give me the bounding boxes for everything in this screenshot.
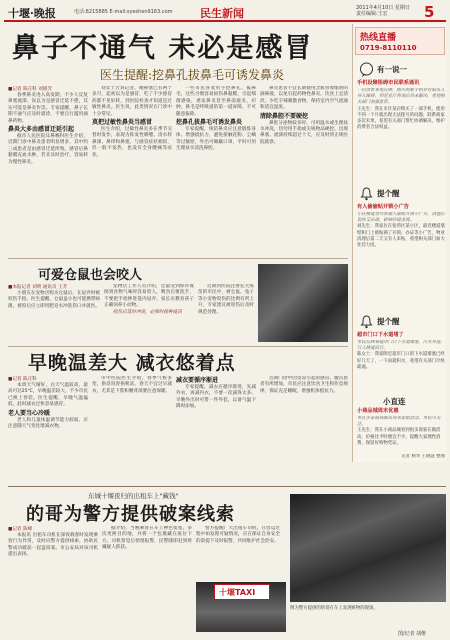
story3-column-1 [8, 376, 88, 482]
story4-paragraph: 警方提醒广大出租车司机，在营运过程中如发现可疑情况，应在保证自身安全的前提下及时报警，共同维护社会治安。 [196, 526, 280, 544]
story2-paragraph: 近期到医院注射狂犬疫苗的市民中，被仓鼠、兔子等小宠物咬伤的比例有所上升，专家建议被咬伤后及时规范处理。 [198, 284, 254, 315]
story3-headline: 早晚温差大 减衣悠着点 [28, 352, 236, 374]
story2-headline: 可爱仓鼠也会咬人 [38, 268, 143, 283]
page-header [4, 2, 446, 22]
sidebar-item-headline: 手机设障阻碍市民联系通讯 [357, 80, 420, 86]
lead-subhead: 医生提醒:挖鼻孔拔鼻毛可诱发鼻炎 [100, 68, 285, 82]
lead-byline: ■记者 陈庄科 刘银芳 [8, 87, 53, 92]
page-number: 5 [424, 3, 435, 21]
story4-kicker: 东城十堰夜归的出租车上"藏钱" [88, 492, 179, 500]
police-scene-photo [290, 494, 446, 602]
story2-note: 咬伤后及时冲洗，必要时接种疫苗 [113, 309, 182, 315]
speech-bubble-icon [359, 62, 374, 77]
lead-paragraph: 据市人民医院耳鼻喉科医生介绍，近期门诊中鼻炎患者明显增多，其中约三成患者是由感冒迁延所致。感冒后鼻黏膜充血水肿，若未及时治疗，容易转为慢性鼻炎。 [8, 134, 88, 165]
sidebar-item-text: 王先生：我在市区某店购买了一部手机，使用不到一个月就出现无法拨号的问题，联系商家多次未果，希望有关部门帮忙协调解决，维护消费者合法权益。 [357, 106, 445, 131]
story3-paragraph: 近期门诊中因受凉引起的感冒、腹泻患者有所增加，市民应注意饮食卫生和作息规律，保证充足睡眠，增强机体抵抗力。 [260, 376, 348, 394]
story4-byline: ■记者 陈峰 [8, 527, 33, 532]
sidebar-item-headline: 小商品城周末优惠 [357, 408, 399, 414]
story3-column-2 [92, 376, 172, 482]
lead-paragraph: 鼻炎患者不宜长期使用含血管收缩剂的滴鼻液，以免引起药物性鼻炎。饮食上宜清淡，少吃辛辣刺激食物，保持室内空气流通和适宜湿度。 [260, 86, 348, 111]
newspaper-page [4, 2, 446, 638]
lead-column-2 [92, 86, 172, 252]
sidebar-item-text: 王先生：我在小商品城看到很多商家在做活动，价格比平时便宜不少，提醒大家理性消费，保留好购物凭证。 [357, 428, 441, 446]
lead-paragraph: 刘女士告诉记者，她鼻塞已有两个多月，起初以为是感冒，吃了不少感冒药都不见好转，到医院检查才知道是过敏性鼻炎。医生说，此类情况在门诊中十分常见。 [92, 86, 172, 117]
sidebar-item-text: 刘先生：我家住在张湾区某小区，最近楼道墙壁和门上被贴满了开锁、办证等小广告，物业清理后第二天又有人来贴，希望相关部门加大处罚力度。 [357, 224, 445, 249]
story3-paragraph: 市中医院医生介绍，春季气候多变，俗话说春捂秋冻，春天不宜过早减衣，尤其是下肢和腰背部要注意保暖。 [92, 376, 172, 394]
sidebar-tag: 提个醒 [377, 317, 400, 326]
sidebar-item-body [357, 416, 445, 452]
sidebar-item-quote: 一位读者来电反映，购买的新手机存在联系人导入障碍，到营业厅咨询后仍未解决，希望相关部门加强监管。 [357, 88, 445, 106]
sidebar-footer: 记者 杨华 王晓慧 整理 [401, 454, 445, 459]
lead-paragraph: 春季鼻炎进入高发期，不少人反复鼻塞流涕，误以为是感冒迁延不愈，其实可能是鼻炎作祟。专家提醒，鼻子长期不通气应及时就诊，不要自行滥用滴鼻药物。 [8, 93, 88, 124]
lead-paragraph: 鼻腔分泌物较多时，可用温水或生理盐水冲洗，切勿用手指或尖锐物品硬挖。出现鼻塞、流涕持续超过十天，应及时到正规医院就诊。 [260, 120, 348, 145]
lead-column-4 [260, 86, 348, 252]
lead-headline: 鼻子不通气 未必是感冒 [12, 33, 314, 64]
divider [8, 346, 348, 347]
section-title: 民生新闻 [200, 7, 244, 20]
sidebar-tag: 小直连 [383, 397, 406, 406]
sidebar-tag: 提个醒 [377, 189, 400, 198]
story4-paragraph: 本报讯 出租车司机在深夜载客时发现乘客行为异常，及时向警方提供线索，协助民警成功破获一起盗窃案。市公安局对该司机提出表扬。 [8, 533, 98, 558]
sidebar-item-body [357, 340, 445, 392]
story3-paragraph: 本周天气晴好，白天气温较高，最高可达25℃，早晚温差较大，不少市民已换上春装。医生提醒，早晚气温偏低，此时减衣过快容易感冒。 [8, 383, 88, 408]
hotline-sidebar [352, 24, 446, 462]
hotline-phone: 0719-8110110 [360, 44, 417, 52]
contact-info: 电话:8215885 E-mail:syeshen9163.com [74, 9, 173, 15]
lead-paragraph: 医生介绍，过敏性鼻炎多在季节交替时发作，表现为阵发性喷嚏、清水样鼻涕、鼻痒和鼻塞，与感冒症状相似，但一般不发热，也没有全身酸痛等症状。 [92, 127, 172, 158]
sidebar-item-body [357, 88, 445, 186]
story3-paragraph: 专家提醒，减衣应循序渐进，先减外衣，再减内衣，不要一次减得太多。早晚外出时可带一件外套，以备气温下降时添加。 [176, 385, 256, 410]
lead-subheading: 鼻炎大多由感冒迁延引起 [8, 126, 75, 134]
sidebar-item-headline: 超市门口下水道堵了 [357, 332, 404, 338]
story3-column-4 [260, 376, 348, 482]
divider [8, 258, 348, 259]
sidebar-item-headline: 有人偷偷贴开锁小广告 [357, 204, 409, 210]
story3-column-3 [176, 376, 256, 482]
date-line: 2011年4月10日 星期日 [356, 5, 410, 11]
lead-column-1 [8, 86, 88, 252]
lead-subheading: 莫把过敏性鼻炎当感冒 [92, 119, 153, 127]
lead-paragraph: 专家提醒，预防鼻炎应注意锻炼身体、增强抵抗力，避免接触花粉、尘螨等过敏原，外出可佩戴口罩，平时可用生理盐水清洗鼻腔。 [176, 127, 256, 152]
story4-column-3 [196, 526, 280, 582]
editor-line: 责任编辑:王宏 [356, 11, 388, 17]
masthead-brand: 十堰·晚报 [8, 7, 56, 20]
story3-byline: ■记者 陈庄科 [8, 377, 37, 382]
photo-caption [290, 606, 446, 632]
lead-paragraph: 一些市民喜欢用手挖鼻孔、拔鼻毛，这些习惯容易损伤鼻黏膜，引起细菌感染，诱发鼻炎甚至鼻前庭炎、疖肿。鼻毛是呼吸道的第一道屏障，不可随意拔除。 [176, 86, 256, 117]
photo-credit: 图/记者 胡维 [398, 631, 427, 637]
story2-paragraph: 宠物店工作人员介绍，仓鼠受到惊吓或闻到食物气味时容易咬人，喂食后要洗手，不要把手指伸进笼内逗弄。家长应教育孩子正确饲养小动物。 [104, 284, 194, 309]
sidebar-item-quote: 市民反映某超市门口下水道堵塞，污水外溢，行人绕道而行。 [357, 340, 445, 352]
sidebar-item-body [357, 212, 445, 312]
story2-column-2 [104, 284, 194, 344]
story2-byline: ■本报记者 刘明 通讯员 王芳 [8, 285, 68, 290]
story4-paragraph: 据介绍，当晚乘客在车上神色慌张，多次更换目的地，并将一个包裹藏在座位下方。司机察觉后悄悄报警，民警随即赶到将嫌疑人抓获。 [102, 526, 192, 551]
photo-caption-text: 图为警方提供的的哥在车上发现赃物的现场。 [290, 606, 378, 611]
hotline-header [355, 27, 445, 55]
story4-headline: 的哥为警方提供破案线索 [26, 504, 235, 525]
lead-subheading: 清除鼻腔不要硬挖 [260, 112, 309, 120]
divider [8, 486, 446, 487]
story2-column-3 [198, 284, 254, 344]
story3-subheading: 老人要当心冷暖 [8, 409, 51, 417]
sidebar-item-text: 陈女士：我家附近超市门口的下水道堵塞已经好几天了，一下雨就积水，希望有关部门尽快疏通。 [357, 352, 445, 370]
story4-column-2 [102, 526, 192, 636]
hamster-photo [258, 264, 348, 342]
taxi-roof-sign [214, 584, 270, 600]
taxi-sign-text: 十堰TAXI [219, 588, 256, 597]
bell-icon [359, 186, 374, 201]
date-info [356, 5, 410, 17]
sidebar-item-quote: 市区多家商场推出周末促销活动，市民可关注。 [357, 416, 441, 428]
lead-column-3 [176, 86, 256, 252]
story3-subheading: 减衣要循序渐进 [176, 377, 219, 384]
story2-column-1 [8, 284, 100, 344]
story3-paragraph: 老人和儿童体温调节能力较弱，应注意随天气变化增减衣物。 [8, 417, 88, 430]
story4-column-1 [8, 526, 98, 636]
hotline-title: 热线直播 [360, 33, 397, 43]
sidebar-tag: 有一说一 [377, 65, 407, 74]
bell-icon [359, 314, 374, 329]
sidebar-item-quote: 小区楼道里经常被人偷贴开锁小广告，清理后很快又出现，影响环境美观。 [357, 212, 445, 224]
story2-paragraph: 小朋友在宠物店购买仓鼠后，在逗弄时被咬伤手指。医生提醒，仓鼠虽小也可能携带病菌，被咬后应立即用肥皂水冲洗伤口并就医。 [8, 291, 100, 309]
lead-subheading: 挖鼻孔拔鼻毛可诱发鼻炎 [176, 119, 243, 127]
